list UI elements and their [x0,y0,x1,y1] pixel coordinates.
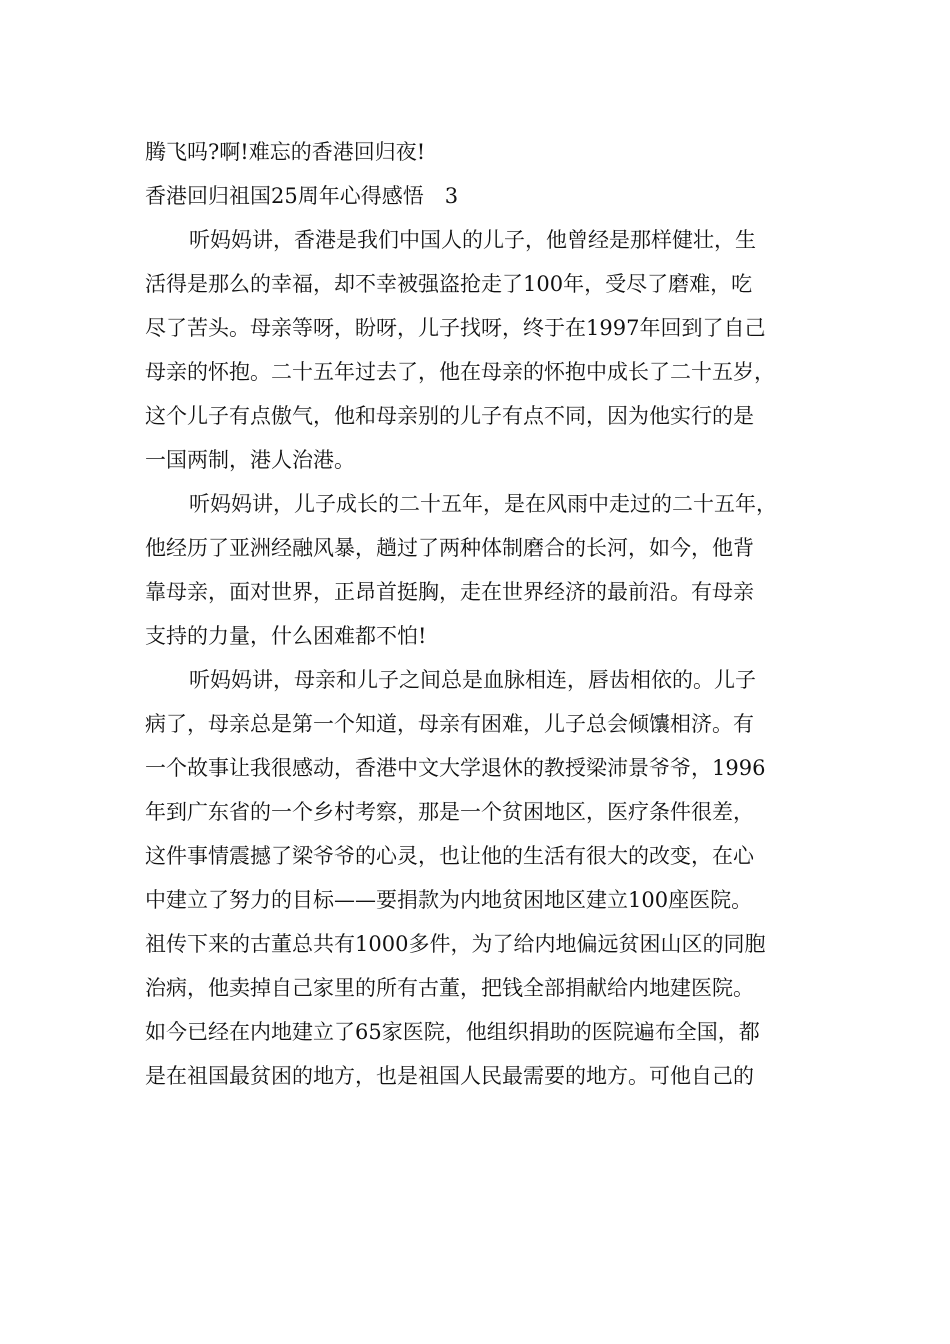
paragraph-line: 一国两制，港人治港。 [145,448,355,472]
paragraph-line: 靠母亲，面对世界，正昂首挺胸，走在世界经济的最前沿。有母亲 [145,580,754,604]
paragraph-line: 听妈妈讲，香港是我们中国人的儿子，他曾经是那样健壮，生 [189,228,756,252]
paragraph-line: 祖传下来的古董总共有1000多件，为了给内地偏远贫困山区的同胞 [145,932,766,956]
paragraph-line: 母亲的怀抱。二十五年过去了，他在母亲的怀抱中成长了二十五岁， [145,360,775,384]
paragraph-2 [145,482,815,658]
paragraph-line: 听妈妈讲，儿子成长的二十五年，是在风雨中走过的二十五年， [189,492,777,516]
paragraph-line: 这件事情震撼了梁爷爷的心灵，也让他的生活有很大的改变，在心 [145,844,754,868]
paragraph-line: 听妈妈讲，母亲和儿子之间总是血脉相连，唇齿相依的。儿子 [189,668,756,692]
paragraph-line: 尽了苦头。母亲等呀，盼呀，儿子找呀，终于在1997年回到了自己 [145,316,766,340]
paragraph-line: 一个故事让我很感动，香港中文大学退休的教授梁沛景爷爷，1996 [145,756,766,780]
document-body [145,130,815,1098]
opening-line: 腾飞吗?啊!难忘的香港回归夜! [145,140,426,164]
section-title: 香港回归祖国25周年心得感悟 3 [145,184,459,208]
paragraph-line: 病了，母亲总是第一个知道，母亲有困难，儿子总会倾馕相济。有 [145,712,754,736]
paragraph-line: 这个儿子有点傲气，他和母亲别的儿子有点不同，因为他实行的是 [145,404,754,428]
paragraph-line: 中建立了努力的目标——要捐款为内地贫困地区建立100座医院。 [145,888,753,912]
paragraph-line: 年到广东省的一个乡村考察，那是一个贫困地区，医疗条件很差， [145,800,754,824]
paragraph-line: 如今已经在内地建立了65家医院，他组织捐助的医院遍布全国，都 [145,1020,760,1044]
paragraph-line: 治病，他卖掉自己家里的所有古董，把钱全部捐献给内地建医院。 [145,976,754,1000]
paragraph-line: 是在祖国最贫困的地方，也是祖国人民最需要的地方。可他自己的 [145,1064,754,1088]
paragraph-line: 他经历了亚洲经融风暴，趟过了两种体制磨合的长河，如今，他背 [145,536,754,560]
paragraph-line: 活得是那么的幸福，却不幸被强盗抢走了100年，受尽了磨难，吃 [145,272,753,296]
paragraph-1 [145,218,815,482]
paragraph-3 [145,658,815,1098]
paragraph-line: 支持的力量，什么困难都不怕! [145,624,427,648]
